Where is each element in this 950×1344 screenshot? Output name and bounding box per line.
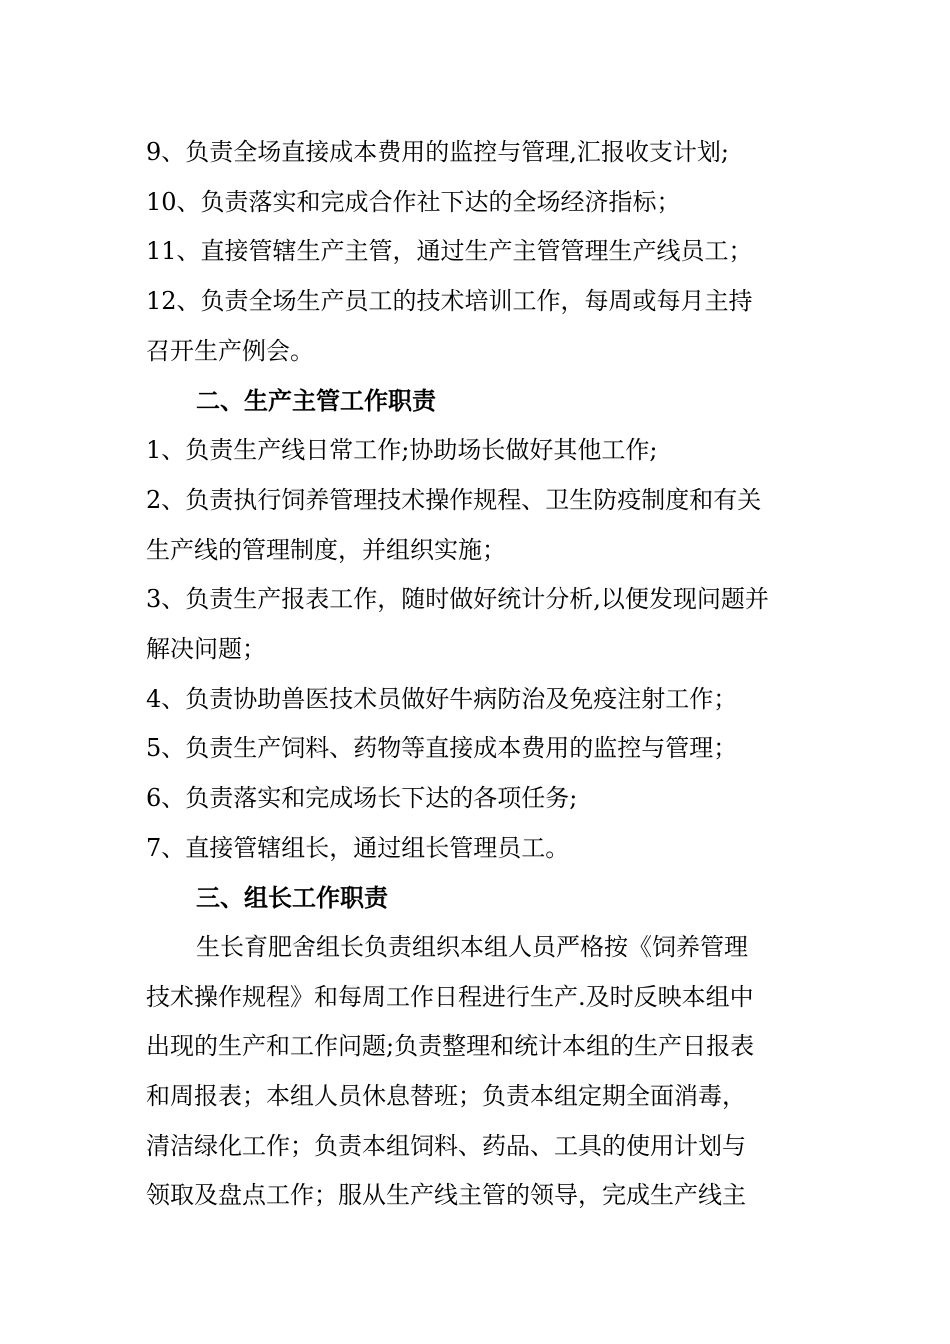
paragraph-line: 出现的生产和工作问题;负责整理和统计本组的生产日报表 — [146, 1032, 755, 1061]
list-item: 4、负责协助兽医技术员做好牛病防治及免疫注射工作； — [146, 684, 738, 713]
list-item-continuation: 解决问题； — [146, 634, 266, 663]
section-heading-team-leader: 三、组长工作职责 — [196, 883, 388, 913]
list-item: 6、负责落实和完成场长下达的各项任务; — [146, 783, 578, 812]
list-item: 7、直接管辖组长，通过组长管理员工。 — [146, 833, 570, 862]
paragraph-line: 和周报表；本组人员休息替班；负责本组定期全面消毒， — [146, 1082, 746, 1111]
list-item: 2、负责执行饲养管理技术操作规程、卫生防疫制度和有关 — [146, 485, 762, 514]
paragraph-line: 领取及盘点工作；服从生产线主管的领导，完成生产线主 — [146, 1181, 746, 1210]
list-item: 3、负责生产报表工作，随时做好统计分析,以便发现问题并 — [146, 585, 769, 614]
list-item: 9、负责全场直接成本费用的监控与管理,汇报收支计划; — [146, 138, 729, 166]
list-item: 12、负责全场生产员工的技术培训工作，每周或每月主持 — [146, 287, 753, 316]
list-item: 1、负责生产线日常工作;协助场长做好其他工作; — [146, 436, 658, 465]
paragraph-line: 技术操作规程》和每周工作日程进行生产.及时反映本组中 — [146, 982, 754, 1011]
list-item-continuation: 召开生产例会。 — [146, 336, 314, 365]
list-item-continuation: 生产线的管理制度，并组织实施； — [146, 535, 506, 564]
list-item: 10、负责落实和完成合作社下达的全场经济指标； — [146, 187, 681, 216]
paragraph-line: 清洁绿化工作；负责本组饲料、药品、工具的使用计划与 — [146, 1131, 746, 1160]
section-heading-production-supervisor: 二、生产主管工作职责 — [196, 386, 436, 416]
document-body — [146, 128, 806, 1221]
list-item: 5、负责生产饲料、药物等直接成本费用的监控与管理； — [146, 734, 738, 763]
list-item: 11、直接管辖生产主管，通过生产主管管理生产线员工； — [146, 237, 753, 266]
paragraph-line: 生长育肥舍组长负责组织本组人员严格按《饲养管理 — [196, 933, 748, 961]
